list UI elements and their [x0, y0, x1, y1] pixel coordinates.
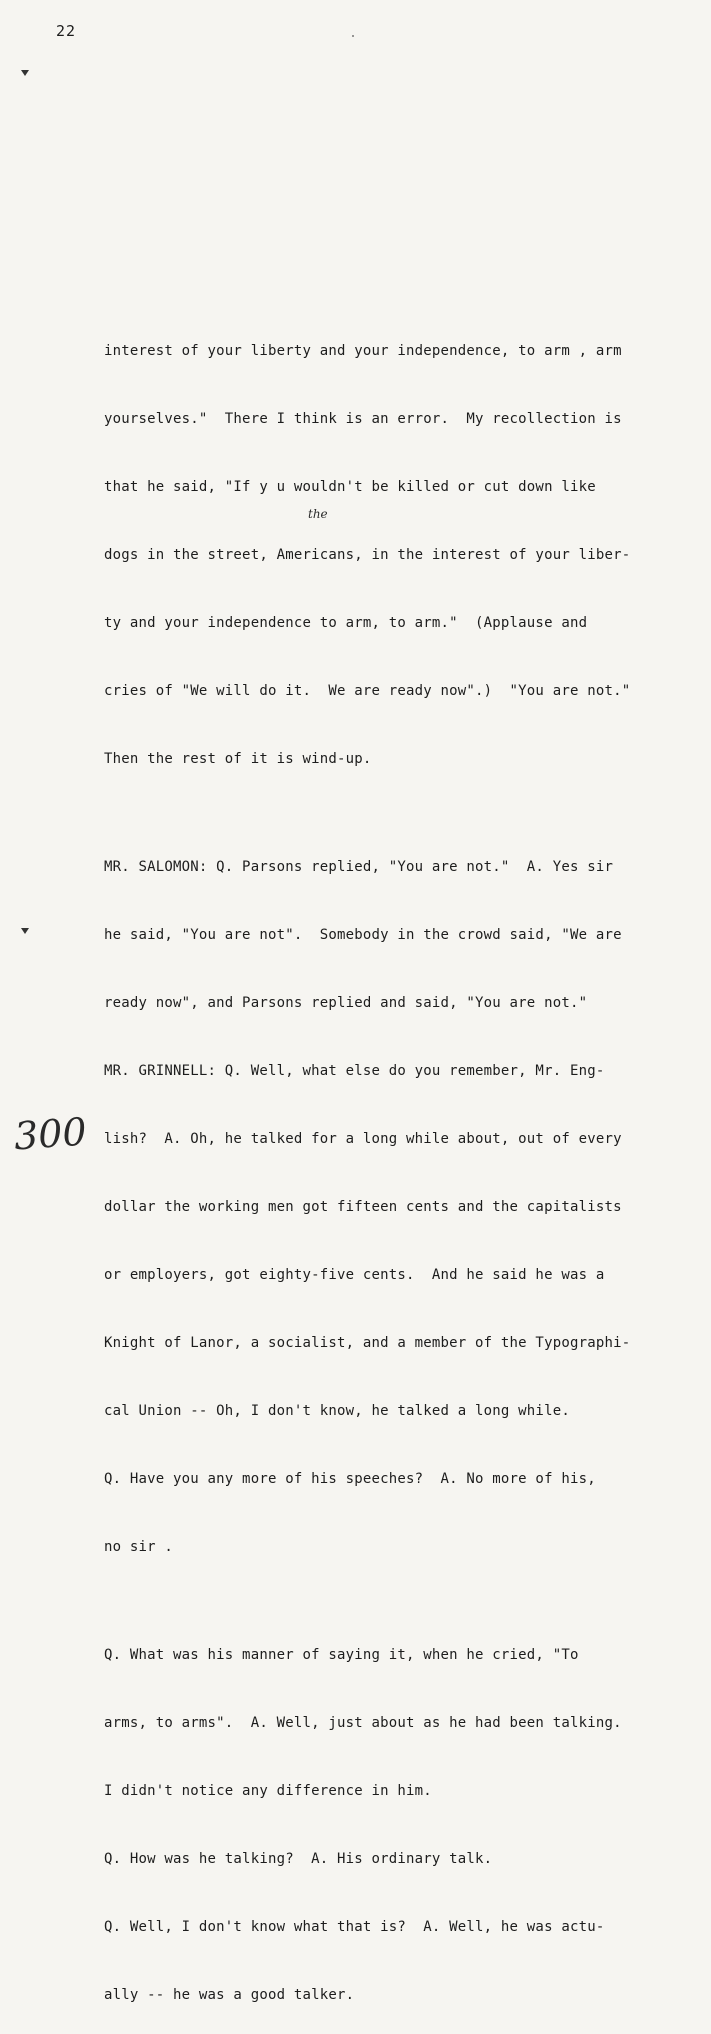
text-line: ty and your independence to arm, to arm." (Applause and [104, 615, 588, 631]
handwritten-folio-number: 300 [12, 1109, 88, 1159]
text-line: Q. How was he talking? A. His ordinary talk. [104, 1851, 493, 1867]
text-line: Knight of Lanor, a socialist, and a member of the Typographi- [104, 1335, 631, 1351]
text-line: ready now", and Parsons replied and said, "You are not." [104, 995, 588, 1011]
margin-arrow-mark [21, 70, 29, 76]
margin-arrow-mark [21, 928, 29, 934]
paper-speck [352, 35, 354, 37]
document-body [104, 306, 689, 2034]
text-line: dogs in the street, Americans, in the interest of your liber- [104, 547, 631, 563]
text-line: Q. What was his manner of saying it, when he cried, "To [104, 1647, 579, 1663]
text-line: or employers, got eighty-five cents. And he said he was a [104, 1267, 605, 1283]
paragraph-gap [104, 814, 689, 822]
text-line: lish? A. Oh, he talked for a long while about, out of every [104, 1131, 622, 1147]
paragraph-gap [104, 1602, 689, 1610]
text-line: ally -- he was a good talker. [104, 1987, 355, 2003]
text-line: that he said, "If y u wouldn't be killed or cut down like [104, 479, 596, 495]
text-line: Then the rest of it is wind-up. [104, 751, 372, 767]
text-line: arms, to arms". A. Well, just about as he had been talking. [104, 1715, 622, 1731]
text-line: interest of your liberty and your independence, to arm , arm [104, 343, 622, 359]
text-line: yourselves." There I think is an error. My recollection is [104, 411, 622, 427]
text-line: cal Union -- Oh, I don't know, he talked a long while. [104, 1403, 570, 1419]
text-line: cries of "We will do it. We are ready now".) "You are not." [104, 683, 631, 699]
text-line: he said, "You are not". Somebody in the crowd said, "We are [104, 927, 622, 943]
text-line: Q. Well, I don't know what that is? A. Well, he was actu- [104, 1919, 605, 1935]
text-line: Q. Have you any more of his speeches? A. No more of his, [104, 1471, 596, 1487]
handwritten-insertion: the [308, 507, 328, 521]
text-line: MR. SALOMON: Q. Parsons replied, "You are not." A. Yes sir [104, 859, 614, 875]
text-line: no sir . [104, 1539, 174, 1555]
text-line: dollar the working men got fifteen cents and the capitalists [104, 1199, 622, 1215]
text-line: I didn't notice any difference in him. [104, 1783, 432, 1799]
text-line: MR. GRINNELL: Q. Well, what else do you remember, Mr. Eng- [104, 1063, 605, 1079]
page-number: 22 [56, 22, 77, 40]
